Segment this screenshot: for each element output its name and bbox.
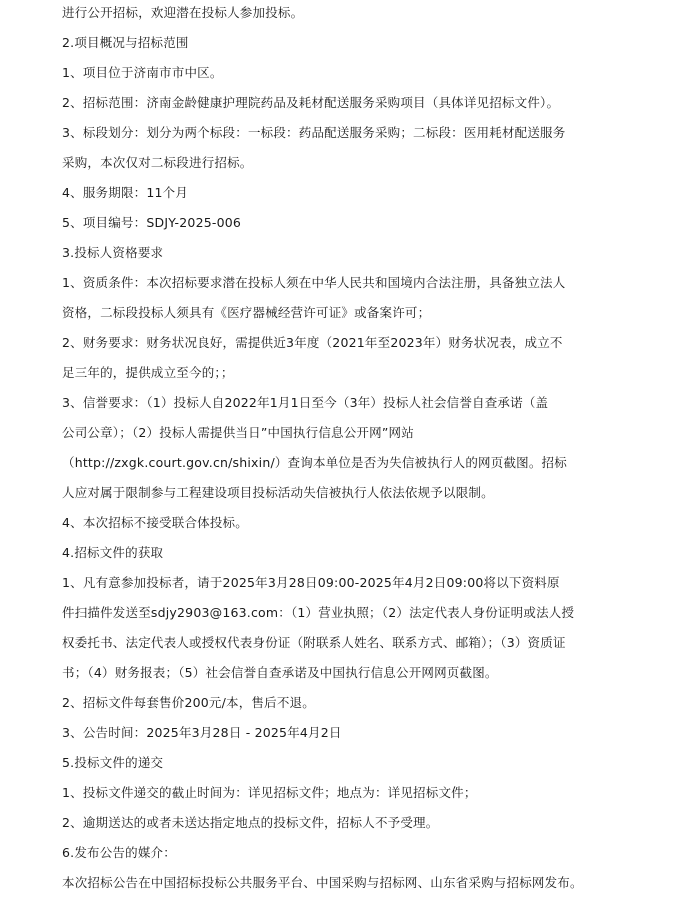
- text-line: （http://zxgk.court.gov.cn/shixin/）查询本单位是否为失信被执行人的网页截图。招标: [62, 455, 567, 470]
- text-line: 3、信誉要求：（1）投标人自2022年1月1日至今（3年）投标人社会信誉自查承诺（盖: [62, 395, 549, 410]
- text-line: 2、财务要求：财务状况良好，需提供近3年度（2021年至2023年）财务状况表，成立不: [62, 335, 563, 350]
- text-line: 1、投标文件递交的截止时间为：详见招标文件；地点为：详见招标文件；: [62, 785, 477, 800]
- text-line: 3、公告时间：2025年3月28日 - 2025年4月2日: [62, 725, 342, 740]
- text-line: 4、服务期限：11个月: [62, 185, 189, 200]
- text-line: 足三年的，提供成立至今的；；: [62, 365, 234, 380]
- text-line: 书；（4）财务报表；（5）社会信誉自查承诺及中国执行信息公开网网页截图。: [62, 665, 498, 680]
- text-line: 5、项目编号：SDJY-2025-006: [62, 215, 242, 230]
- text-line: 本次招标公告在中国招标投标公共服务平台、中国采购与招标网、山东省采购与招标网发布。: [62, 875, 583, 890]
- section-heading-project-overview: 2.项目概况与招标范围: [62, 35, 189, 50]
- text-line: 3、标段划分：划分为两个标段：一标段：药品配送服务采购；二标段：医用耗材配送服务: [62, 125, 566, 140]
- section-heading-publication-media: 6.发布公告的媒介：: [62, 845, 176, 860]
- text-line: 1、凡有意参加投标者，请于2025年3月28日09:00-2025年4月2日09:00将以下资料原: [62, 575, 560, 590]
- text-line: 2、招标文件每套售价200元/本，售后不退。: [62, 695, 315, 710]
- text-line: 公司公章）；（2）投标人需提供当日”中国执行信息公开网”网站: [62, 425, 414, 440]
- text-line: 资格，二标段投标人须具有《医疗器械经营许可证》或备案许可；: [62, 305, 431, 320]
- section-heading-bid-submission: 5.投标文件的递交: [62, 755, 164, 770]
- text-line: 2、招标范围：济南金龄健康护理院药品及耗材配送服务采购项目（具体详见招标文件）。: [62, 95, 560, 110]
- text-line: 人应对属于限制参与工程建设项目投标活动失信被执行人依法依规予以限制。: [62, 485, 494, 500]
- text-line: 1、资质条件：本次招标要求潜在投标人须在中华人民共和国境内合法注册，具备独立法人: [62, 275, 566, 290]
- text-line: 2、逾期送达的或者未送达指定地点的投标文件，招标人不予受理。: [62, 815, 439, 830]
- section-heading-qualifications: 3.投标人资格要求: [62, 245, 164, 260]
- text-line: 1、项目位于济南市市中区。: [62, 65, 223, 80]
- text-line: 权委托书、法定代表人或授权代表身份证（附联系人姓名、联系方式、邮箱）；（3）资质证: [62, 635, 566, 650]
- text-line: 4、本次招标不接受联合体投标。: [62, 515, 248, 530]
- text-line: 采购，本次仅对二标段进行招标。: [62, 155, 253, 170]
- text-line: 件扫描件发送至sdjy2903@163.com：（1）营业执照；（2）法定代表人身份证明或法人授: [62, 605, 575, 620]
- section-heading-tender-documents: 4.招标文件的获取: [62, 545, 164, 560]
- text-line: 进行公开招标，欢迎潜在投标人参加投标。: [62, 5, 304, 20]
